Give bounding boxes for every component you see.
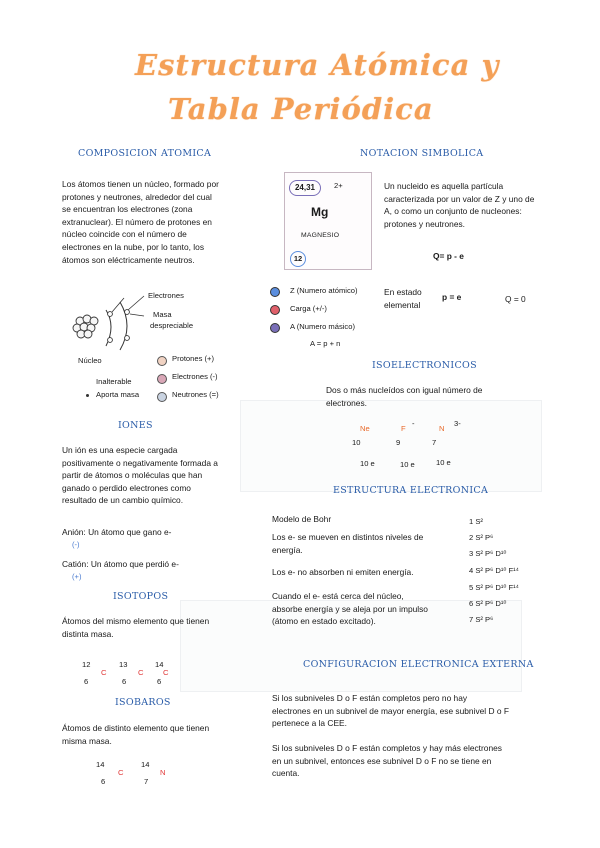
electron-dot bbox=[108, 338, 113, 343]
pointer-line bbox=[130, 314, 144, 316]
carga-legend: Carga (+/-) bbox=[290, 304, 327, 313]
isobaro-2-z: 7 bbox=[144, 777, 149, 786]
n-e: 10 e bbox=[436, 458, 451, 467]
cation-text: Catión: Un átomo que perdió e- bbox=[62, 559, 179, 569]
configuracion-heading: CONFIGURACION ELECTRONICA EXTERNA bbox=[303, 659, 534, 670]
isobaro-1-z: 6 bbox=[101, 777, 106, 786]
composicion-text: Los átomos tienen un núcleo, formado por protones y neutrones, alrededor del cual se encuentran los electrones (zona extranuclear). El número de protones en núcleo coincide con el número de electrones en la nube, por lo tanto, los átomos son eléctricamente neutros. bbox=[62, 179, 219, 265]
estructura-p1: Los e- se mueven en distintos niveles de energía. bbox=[272, 532, 424, 555]
isobaros-text: Átomos de distinto elemento que tienen misma masa. bbox=[62, 723, 210, 746]
page-title-line-2: Tabla Periódica bbox=[168, 92, 434, 126]
electrones-label: Electrones bbox=[148, 291, 184, 300]
estado-formula: p = e bbox=[442, 292, 462, 302]
neutrones-legend-dot bbox=[157, 392, 167, 402]
protones-legend: Protones (+) bbox=[172, 354, 214, 363]
iones-heading: IONES bbox=[118, 420, 153, 431]
electron-dot bbox=[125, 336, 130, 341]
anion-text: Anión: Un átomo que gano e- bbox=[62, 527, 172, 537]
masa-label: Masa bbox=[153, 310, 172, 319]
nucleo-label: Núcleo bbox=[78, 356, 102, 365]
isotopo-1-a: 12 bbox=[82, 660, 91, 669]
a-legend-dot bbox=[270, 323, 280, 333]
notacion-heading: NOTACION SIMBOLICA bbox=[360, 148, 484, 159]
isoelectronicos-heading: ISOELECTRONICOS bbox=[372, 360, 477, 371]
neutrones-legend: Neutrones (=) bbox=[172, 390, 219, 399]
electrones-legend-dot bbox=[157, 374, 167, 384]
z-legend: Z (Numero atómico) bbox=[290, 286, 358, 295]
estructura-p2: Los e- no absorben ni emiten energía. bbox=[272, 567, 414, 577]
cation-sign: (+) bbox=[72, 572, 82, 581]
card-z: 12 bbox=[290, 251, 306, 267]
isotopos-heading: ISOTOPOS bbox=[113, 591, 169, 602]
nucleus-cluster bbox=[73, 315, 98, 338]
isoelectronicos-text: Dos o más nucleídos con igual número de electrones. bbox=[326, 385, 483, 408]
ne-z: 10 bbox=[352, 438, 361, 447]
orbital-row-2: 2 S² P⁶ bbox=[469, 533, 494, 542]
isotopo-2-z: 6 bbox=[122, 677, 127, 686]
card-mass: 24,31 bbox=[289, 180, 321, 196]
estado-q: Q = 0 bbox=[505, 294, 526, 304]
inalterable-label: Inalterable bbox=[96, 377, 132, 386]
a-legend: A (Numero másico) bbox=[290, 322, 355, 331]
configuracion-p1: Si los subniveles D o F están completos pero no hay electrones en un subnivel de mayor energía, ese subnivel D o F pertenece a la CEE. bbox=[272, 693, 509, 729]
carga-legend-dot bbox=[270, 305, 280, 315]
card-name: MAGNESIO bbox=[301, 232, 340, 239]
isobaro-1-a: 14 bbox=[96, 760, 105, 769]
f-e: 10 e bbox=[400, 460, 415, 469]
card-symbol: Mg bbox=[311, 205, 329, 219]
electron-dot bbox=[108, 312, 113, 317]
electrones-legend: Electrones (-) bbox=[172, 372, 218, 381]
orbital-row-1: 1 S² bbox=[469, 517, 483, 526]
card-charge: 2+ bbox=[334, 181, 343, 190]
anion-sign: (-) bbox=[72, 540, 80, 549]
isotopos-text: Átomos del mismo elemento que tienen distinta masa. bbox=[62, 616, 210, 639]
n-z: 7 bbox=[432, 438, 437, 447]
estado-label: En estado elemental bbox=[384, 287, 422, 310]
page-title-line-1: Estructura Atómica y bbox=[135, 48, 500, 82]
orbital-row-6: 6 S² P⁶ D¹⁰ bbox=[469, 599, 507, 608]
despreciable-label: despreciable bbox=[150, 321, 194, 330]
electron-dot bbox=[125, 310, 130, 315]
composicion-heading: COMPOSICION ATOMICA bbox=[78, 148, 212, 159]
isotopo-3-a: 14 bbox=[155, 660, 164, 669]
iones-text: Un ión es una especie cargada positivamente o negativamente formada a partir de átomos o moléculas que han ganado o perdido electrones como resultado de un cambio químico. bbox=[62, 445, 218, 506]
n-symbol: N bbox=[439, 424, 445, 433]
atom-diagram bbox=[68, 288, 158, 358]
isobaro-2-a: 14 bbox=[141, 760, 150, 769]
isotopo-1-z: 6 bbox=[84, 677, 89, 686]
background-table-ghost bbox=[240, 400, 542, 492]
protones-legend-dot bbox=[157, 356, 167, 366]
f-z: 9 bbox=[396, 438, 401, 447]
n-charge: 3- bbox=[454, 419, 461, 428]
isobaro-2-symbol: N bbox=[160, 768, 166, 777]
orbital-row-5: 5 S² P⁶ D¹⁰ F¹⁴ bbox=[469, 583, 519, 592]
f-symbol: F bbox=[401, 424, 406, 433]
z-legend-dot bbox=[270, 287, 280, 297]
isotopo-3-z: 6 bbox=[157, 677, 162, 686]
configuracion-p2: Si los subniveles D o F están completos y hay más electrones en un subnivel, entonces ese subnivel D o F no se tiene en cuenta. bbox=[272, 743, 502, 779]
estructura-p3: Cuando el e- está cerca del núcleo, absorbe energía y se aleja por un impulso (átomo en estado excitado). bbox=[272, 591, 428, 627]
pointer-line bbox=[128, 296, 144, 310]
orbit-arc-2 bbox=[120, 302, 127, 350]
isobaro-1-symbol: C bbox=[118, 768, 124, 777]
isobaros-heading: ISOBAROS bbox=[115, 697, 171, 708]
ne-symbol: Ne bbox=[360, 424, 370, 433]
modelo-bohr: Modelo de Bohr bbox=[272, 514, 332, 524]
isotopo-1-symbol: C bbox=[101, 668, 107, 677]
orbital-row-4: 4 S² P⁶ D¹⁰ F¹⁴ bbox=[469, 566, 519, 575]
formula-a: A = p + n bbox=[310, 339, 341, 348]
isotopo-2-a: 13 bbox=[119, 660, 128, 669]
orbital-row-3: 3 S² P⁶ D¹⁰ bbox=[469, 549, 507, 558]
bullet-dot bbox=[86, 394, 89, 397]
orbital-row-7: 7 S² P⁶ bbox=[469, 615, 494, 624]
isotopo-3-symbol: C bbox=[163, 668, 169, 677]
formula-q: Q= p - e bbox=[433, 251, 464, 261]
aporta-masa-label: Aporta masa bbox=[96, 390, 140, 399]
isotopo-2-symbol: C bbox=[138, 668, 144, 677]
estructura-heading: ESTRUCTURA ELECTRONICA bbox=[333, 485, 489, 496]
notacion-text: Un nucleido es aquella partícula caracterizada por un valor de Z y uno de A, o como un conjunto de nucleones: protones y neutrones. bbox=[384, 181, 535, 229]
f-charge: - bbox=[412, 419, 415, 428]
ne-e: 10 e bbox=[360, 459, 375, 468]
